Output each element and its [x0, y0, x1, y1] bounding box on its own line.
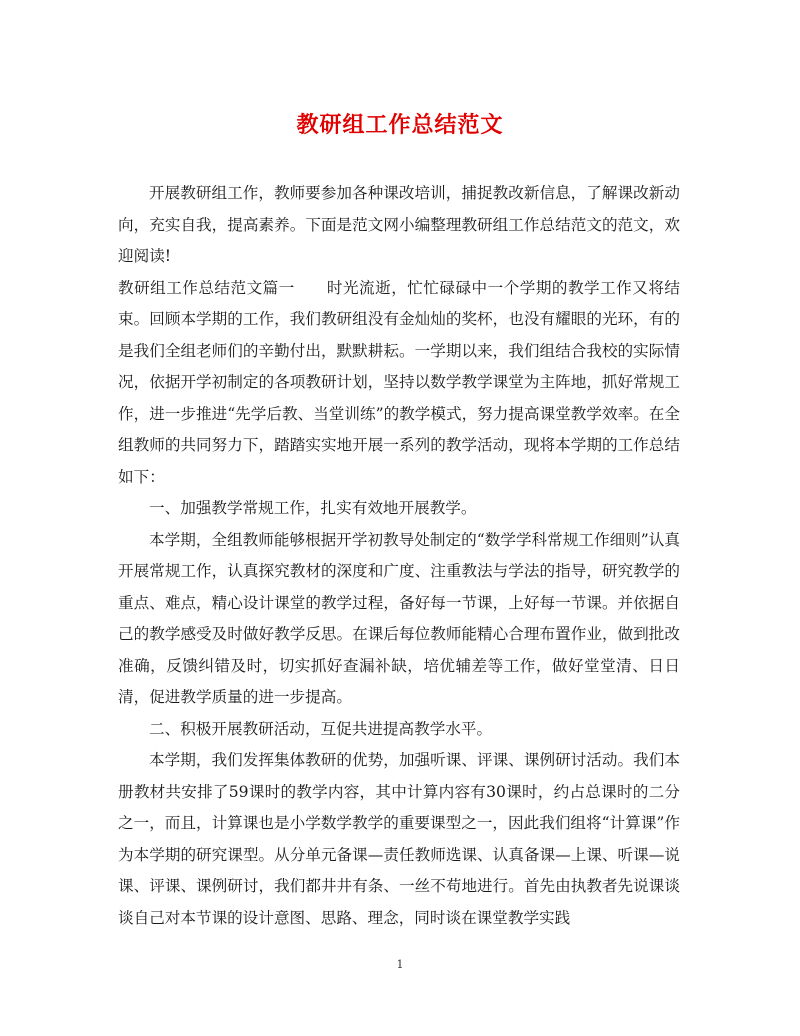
intro-paragraph: 开展教研组工作，教师要参加各种课改培训，捕捉教改新信息，了解课改新动向，充实自我，提高素养。下面是范文网小编整理教研组工作总结范文的范文，欢迎阅读!: [118, 184, 680, 265]
page-number: 1: [396, 958, 404, 971]
heading-paragraph-2: 二、积极开展教研活动，互促共进提高教学水平。: [149, 719, 493, 738]
document-title: 教研组工作总结范文: [296, 112, 504, 138]
heading-paragraph-1: 一、加强教学常规工作，扎实有效地开展教学。: [149, 499, 477, 517]
document-body: [118, 178, 680, 934]
body-paragraph-1: 本学期，全组教师能够根据开学初教导处制定的“数学学科常规工作细则”认真开展常规工作，认真探究教材的深度和广度、注重教法与学法的指导，研究教学的重点、难点，精心设计课堂的教学过程，备好每一节课，上好每一节课。并依据自己的教学感受及时做好教学反思。在课后每位教师能精心合理布置作业，做到批改准确，反馈纠错及时，切实抓好查漏补缺，培优辅差等工作，做好堂堂清、日日清，促进教学质量的进一步提高。: [118, 530, 680, 706]
section-paragraph-1: 教研组工作总结范文篇一 时光流逝，忙忙碌碌中一个学期的教学工作又将结束。回顾本学期的工作，我们教研组没有金灿灿的奖杯，也没有耀眼的光环，有的是我们全组老师们的辛勤付出，默默耕耘。一学期以来，我们组结合我校的实际情况，依据开学初制定的各项教研计划，坚持以数学教学课堂为主阵地，抓好常规工作，进一步推进“先学后教、当堂训练”的教学模式，努力提高课堂教学效率。在全组教师的共同努力下，踏踏实实地开展一系列的教学活动，现将本学期的工作总结如下：: [118, 278, 680, 486]
body-paragraph-2: 本学期，我们发挥集体教研的优势，加强听课、评课、课例研讨活动。我们本册教材共安排了59课时的教学内容，其中计算内容有30课时，约占总课时的二分之一，而且，计算课也是小学数学教学的重要课型之一，因此我们组将“计算课”作为本学期的研究课型。从分单元备课—责任教师选课、认真备课—上课、听课—说课、评课、课例研讨，我们都井井有条、一丝不苟地进行。首先由执教者先说课谈谈自己对本节课的设计意图、思路、理念，同时谈在课堂教学实践: [118, 751, 680, 927]
